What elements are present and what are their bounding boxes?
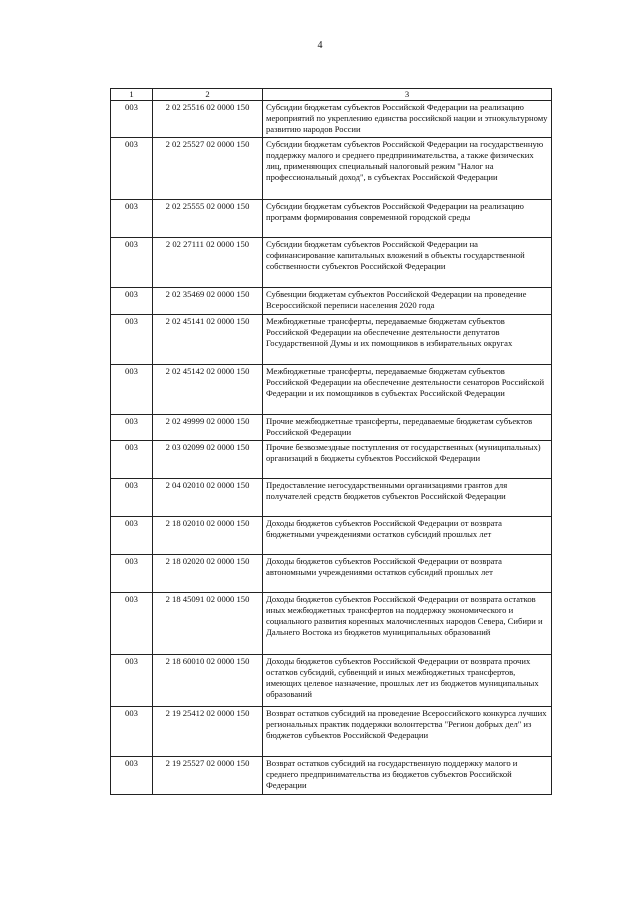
administrator-code-cell: 003: [111, 441, 153, 479]
table-row: [111, 593, 552, 655]
income-name-cell: Прочие безвозмездные поступления от государственных (муниципальных) организаций в бюджеты субъектов Российской Федерации: [263, 441, 552, 479]
table-row: [111, 200, 552, 238]
income-name-cell: Доходы бюджетов субъектов Российской Федерации от возврата бюджетными учреждениями остатков субсидий прошлых лет: [263, 517, 552, 555]
income-name-cell: Предоставление негосударственными организациями грантов для получателей средств бюджетов субъектов Российской Федерации: [263, 479, 552, 517]
budget-code-cell: 2 02 25555 02 0000 150: [153, 200, 263, 238]
administrator-code-cell: 003: [111, 315, 153, 365]
table-row: [111, 238, 552, 288]
income-name-cell: Субсидии бюджетам субъектов Российской Федерации на софинансирование капитальных вложений в объекты государственной собственности субъектов Российской Федерации: [263, 238, 552, 288]
table-row: [111, 517, 552, 555]
budget-code-cell: 2 04 02010 02 0000 150: [153, 479, 263, 517]
budget-code-cell: 2 18 02010 02 0000 150: [153, 517, 263, 555]
administrator-code-cell: 003: [111, 757, 153, 795]
income-name-cell: Доходы бюджетов субъектов Российской Федерации от возврата автономными учреждениями остатков субсидий прошлых лет: [263, 555, 552, 593]
budget-code-cell: 2 02 25527 02 0000 150: [153, 138, 263, 200]
budget-code-cell: 2 03 02099 02 0000 150: [153, 441, 263, 479]
table-row: [111, 315, 552, 365]
table-row: [111, 479, 552, 517]
administrator-code-cell: 003: [111, 655, 153, 707]
administrator-code-cell: 003: [111, 365, 153, 415]
table-row: [111, 101, 552, 138]
income-name-cell: Межбюджетные трансферты, передаваемые бюджетам субъектов Российской Федерации на обеспечение деятельности депутатов Государственной Думы и их помощников в избирательных округах: [263, 315, 552, 365]
table-row: [111, 365, 552, 415]
income-name-cell: Возврат остатков субсидий на государственную поддержку малого и среднего предпринимательства из бюджетов субъектов Российской Федерации: [263, 757, 552, 795]
budget-code-cell: 2 19 25527 02 0000 150: [153, 757, 263, 795]
administrator-code-cell: 003: [111, 101, 153, 138]
budget-code-cell: 2 02 25516 02 0000 150: [153, 101, 263, 138]
income-name-cell: Межбюджетные трансферты, передаваемые бюджетам субъектов Российской Федерации на обеспечение деятельности сенаторов Российской Федерации и их помощников в субъектах Российской Федерации: [263, 365, 552, 415]
administrator-code-cell: 003: [111, 707, 153, 757]
administrator-code-cell: 003: [111, 593, 153, 655]
income-name-cell: Прочие межбюджетные трансферты, передаваемые бюджетам субъектов Российской Федерации: [263, 415, 552, 441]
table-row: [111, 707, 552, 757]
table-row: [111, 138, 552, 200]
table-row: [111, 288, 552, 315]
administrator-code-cell: 003: [111, 200, 153, 238]
income-name-cell: Доходы бюджетов субъектов Российской Федерации от возврата прочих остатков субсидий, субвенций и иных межбюджетных трансфертов, имеющих целевое назначение, прошлых лет из бюджетов муниципальных образований: [263, 655, 552, 707]
budget-code-cell: 2 02 45141 02 0000 150: [153, 315, 263, 365]
income-name-cell: Субсидии бюджетам субъектов Российской Федерации на государственную поддержку малого и среднего предпринимательства, а также физических лиц, применяющих специальный налоговый режим "Налог на профессиональный доход", в субъектах Российской Федерации: [263, 138, 552, 200]
budget-code-cell: 2 02 45142 02 0000 150: [153, 365, 263, 415]
budget-code-cell: 2 02 49999 02 0000 150: [153, 415, 263, 441]
header-col-3: 3: [263, 89, 552, 101]
administrator-code-cell: 003: [111, 288, 153, 315]
table-row: [111, 655, 552, 707]
budget-code-cell: 2 02 35469 02 0000 150: [153, 288, 263, 315]
budget-code-cell: 2 18 60010 02 0000 150: [153, 655, 263, 707]
table-header-row: [111, 89, 552, 101]
table-row: [111, 441, 552, 479]
budget-codes-table: [110, 88, 552, 795]
table-row: [111, 555, 552, 593]
administrator-code-cell: 003: [111, 415, 153, 441]
header-col-2: 2: [153, 89, 263, 101]
budget-code-cell: 2 19 25412 02 0000 150: [153, 707, 263, 757]
income-name-cell: Субсидии бюджетам субъектов Российской Федерации на реализацию мероприятий по укреплению единства российской нации и этнокультурному развитию народов России: [263, 101, 552, 138]
income-name-cell: Доходы бюджетов субъектов Российской Федерации от возврата остатков иных межбюджетных трансфертов на поддержку экономического и социального развития коренных малочисленных народов Севера, Сибири и Дальнего Востока из бюджетов муниципальных образований: [263, 593, 552, 655]
administrator-code-cell: 003: [111, 517, 153, 555]
page-number: 4: [317, 40, 323, 51]
administrator-code-cell: 003: [111, 555, 153, 593]
income-name-cell: Субвенции бюджетам субъектов Российской Федерации на проведение Всероссийской переписи населения 2020 года: [263, 288, 552, 315]
income-name-cell: Субсидии бюджетам субъектов Российской Федерации на реализацию программ формирования современной городской среды: [263, 200, 552, 238]
income-name-cell: Возврат остатков субсидий на проведение Всероссийского конкурса лучших региональных практик поддержки волонтерства "Регион добрых дел" из бюджетов субъектов Российской Федерации: [263, 707, 552, 757]
header-col-1: 1: [111, 89, 153, 101]
budget-code-cell: 2 18 45091 02 0000 150: [153, 593, 263, 655]
table-row: [111, 415, 552, 441]
budget-code-cell: 2 02 27111 02 0000 150: [153, 238, 263, 288]
table-row: [111, 757, 552, 795]
administrator-code-cell: 003: [111, 138, 153, 200]
administrator-code-cell: 003: [111, 238, 153, 288]
budget-code-cell: 2 18 02020 02 0000 150: [153, 555, 263, 593]
administrator-code-cell: 003: [111, 479, 153, 517]
